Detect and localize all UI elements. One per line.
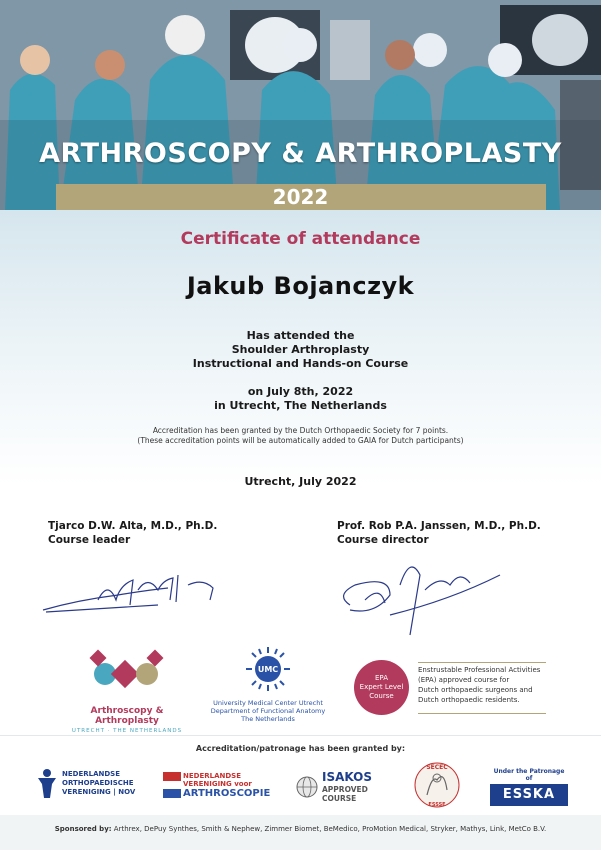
- secec-emblem-icon: [402, 760, 472, 810]
- recipient-name: Jakub Bojanczyk: [186, 272, 415, 300]
- epa-description: [418, 665, 548, 705]
- epa-badge-line: Expert Level: [359, 683, 404, 691]
- signatory-role: Course leader: [48, 534, 131, 546]
- sponsors-list: Arthrex, DePuy Synthes, Smith & Nephew, Zimmer Biomet, BeMedico, ProMotion Medical, Stryker, Mathys, Link, MetCo B.V.: [113, 825, 547, 833]
- umc-line: The Netherlands: [241, 715, 295, 723]
- epa-desc-line: Dutch orthopaedic residents.: [418, 696, 520, 704]
- epa-badge-line: Course: [369, 692, 394, 700]
- isakos-line: COURSE: [322, 794, 357, 803]
- signatory-role: Course director: [337, 534, 429, 546]
- accreditation-line: Accreditation has been granted by the Dutch Orthopaedic Society for 7 points.: [152, 426, 449, 435]
- course-line: Instructional and Hands-on Course: [192, 357, 409, 370]
- course-date-location: [0, 385, 601, 413]
- signature-right: [330, 545, 510, 640]
- course-description: [0, 329, 601, 371]
- arthroscopy-arthroplasty-logo: [62, 648, 192, 734]
- header-photo: [0, 0, 601, 210]
- epa-divider-bottom: [418, 713, 546, 714]
- nva-line: NEDERLANDSE: [183, 772, 241, 780]
- epa-divider-top: [418, 662, 546, 663]
- epa-desc-line: Dutch orthopaedic surgeons and: [418, 686, 533, 694]
- signatory-name: Tjarco D.W. Alta, M.D., Ph.D.: [48, 520, 218, 532]
- nva-line: VERENIGING voor: [183, 780, 252, 788]
- course-location: in Utrecht, The Netherlands: [214, 399, 387, 412]
- signatory-name: Prof. Rob P.A. Janssen, M.D., Ph.D.: [337, 520, 541, 532]
- nov-figure-icon: [36, 768, 58, 798]
- isakos-name: ISAKOS: [322, 770, 372, 784]
- operating-room-photo: [0, 0, 601, 210]
- umc-logo-text: [208, 699, 328, 723]
- nov-line: ORTHOPAEDISCHE: [62, 779, 134, 787]
- issue-place-date: Utrecht, July 2022: [244, 475, 357, 488]
- isakos-logo: [296, 770, 376, 804]
- nva-flag-icon: [163, 772, 181, 798]
- umc-line: Department of Functional Anatomy: [210, 707, 326, 715]
- nov-line: NEDERLANDSE: [62, 770, 120, 778]
- essse-text: ESSSE: [428, 802, 446, 808]
- aa-logo-icon: [77, 648, 177, 700]
- esska-patronage-text: Under the Patronage of: [493, 768, 565, 782]
- epa-desc-line: (EPA) approved course for: [418, 676, 510, 684]
- sponsors-line: [0, 825, 601, 833]
- secec-text: SECEC: [426, 764, 448, 771]
- aa-logo-sub: UTRECHT · THE NETHERLANDS: [71, 728, 183, 734]
- umc-badge-text: UMC: [257, 665, 279, 674]
- epa-badge: [354, 660, 409, 715]
- aa-logo-name: Arthroscopy & Arthroplasty: [90, 706, 164, 726]
- signatory-left: [48, 519, 217, 547]
- course-date: on July 8th, 2022: [247, 385, 354, 398]
- epa-desc-line: Enstrustable Professional Activities: [418, 666, 541, 674]
- sponsors-label: Sponsored by:: [54, 825, 112, 833]
- umc-line: University Medical Center Utrecht: [213, 699, 323, 707]
- patronage-heading: Accreditation/patronage has been granted by:: [195, 744, 406, 753]
- isakos-line: APPROVED: [322, 785, 368, 794]
- secec-logo: [402, 760, 472, 810]
- event-year: 2022: [272, 185, 329, 209]
- nov-line: VERENIGING | NOV: [62, 788, 136, 796]
- umc-sun-icon: [244, 645, 292, 693]
- accreditation-line: (These accreditation points will be automatically added to GAIA for Dutch participants): [137, 436, 464, 445]
- esska-logo: [490, 768, 568, 802]
- epa-badge-line: EPA: [375, 674, 388, 682]
- isakos-globe-icon: [296, 776, 318, 798]
- event-title: ARTHROSCOPY & ARTHROPLASTY: [39, 138, 562, 169]
- signatory-right: [337, 519, 541, 547]
- course-line: Shoulder Arthroplasty: [231, 343, 370, 356]
- nva-main: ARTHROSCOPIE: [183, 788, 271, 799]
- nva-logo: [163, 770, 271, 800]
- accreditation-note: [0, 426, 601, 446]
- course-line: Has attended the: [246, 329, 355, 342]
- section-divider: [0, 735, 601, 736]
- esska-name: ESSKA: [490, 784, 568, 806]
- umc-utrecht-logo: [208, 645, 328, 723]
- nov-logo: [36, 766, 146, 802]
- signature-left: [38, 560, 228, 620]
- certificate-heading: Certificate of attendance: [180, 229, 421, 249]
